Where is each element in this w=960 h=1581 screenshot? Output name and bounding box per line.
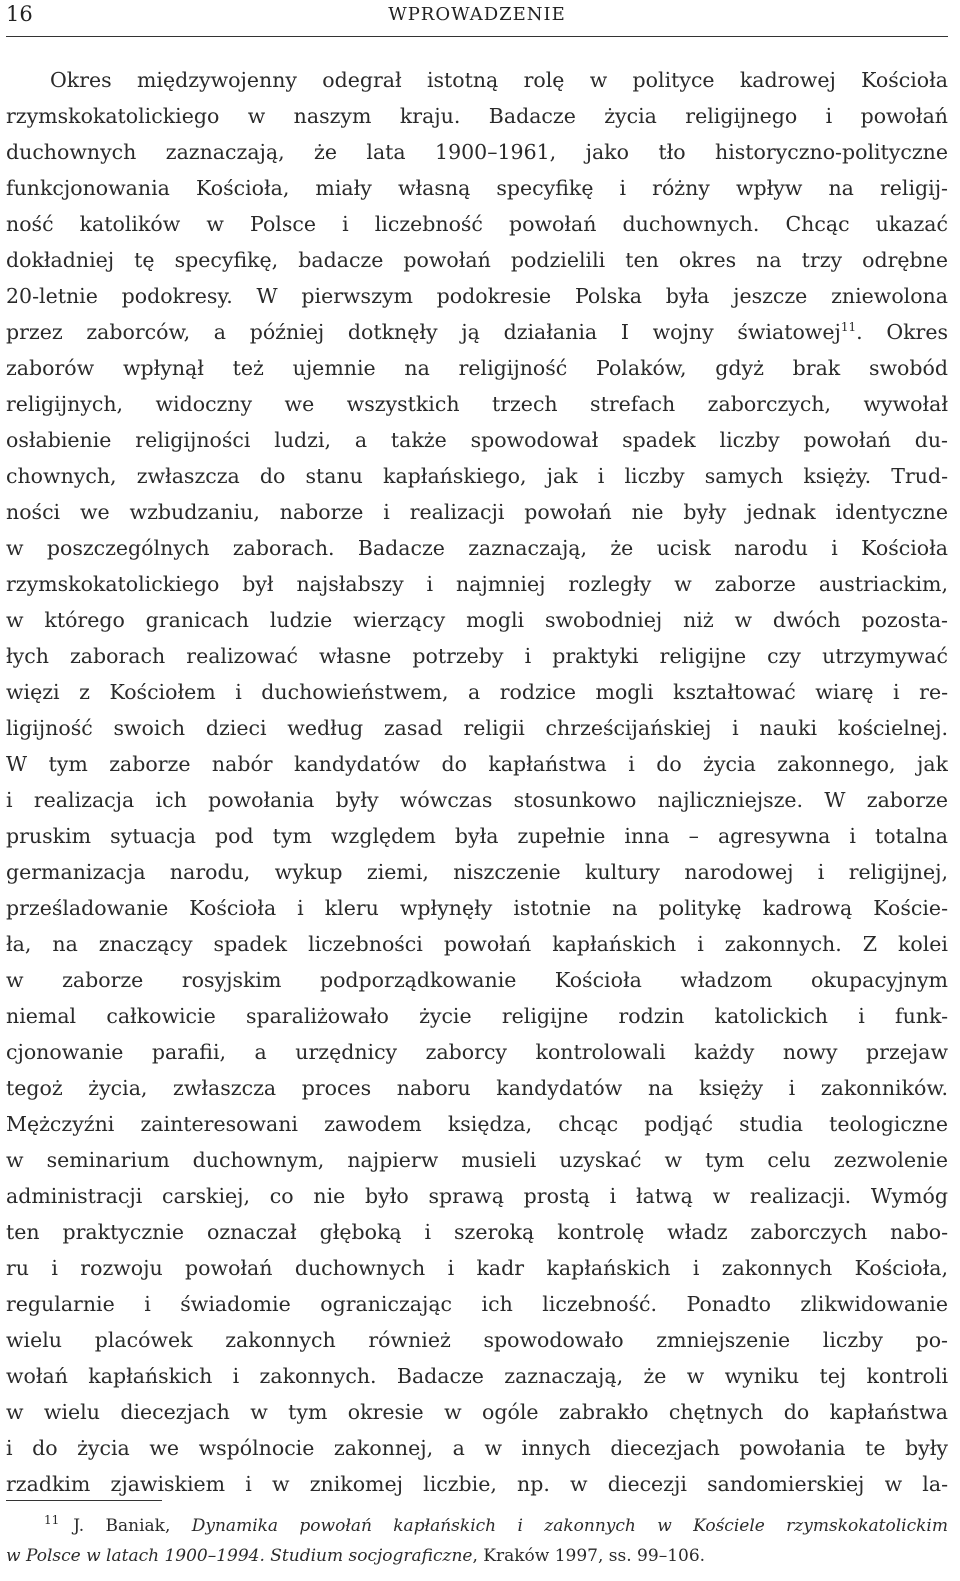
text-line: niemal całkowicie sparaliżowało życie religijne rodzin katolickich i funk- bbox=[6, 1004, 948, 1028]
text-line: religijnych, widoczny we wszystkich trzech strefach zaborczych, wywołał bbox=[6, 392, 948, 416]
footnote-author: J. Baniak, bbox=[73, 1516, 171, 1536]
text-line: w poszczególnych zaborach. Badacze zaznaczają, że ucisk narodu i Kościoła bbox=[6, 536, 948, 560]
text-line: rzymskokatolickiego był najsłabszy i najmniej rozległy w zaborze austriackim, bbox=[6, 572, 948, 596]
text-line: pruskim sytuacja pod tym względem była zupełnie inna – agresywna i totalna bbox=[6, 824, 948, 848]
text-line: tegoż życia, zwłaszcza proces naboru kandydatów na księży i zakonników. bbox=[6, 1076, 948, 1100]
footnote-title: Dynamika powołań kapłańskich i zakonnych w Kościele rzymskokatolickim bbox=[191, 1516, 948, 1536]
footnote-publication: , Kraków 1997, ss. 99–106. bbox=[472, 1546, 706, 1566]
footnote-number: 11 bbox=[44, 1513, 60, 1528]
text-line: w którego granicach ludzie wierzący mogli swobodniej niż w dwóch pozosta- bbox=[6, 608, 948, 632]
text-line: ności we wzbudzaniu, naborze i realizacji powołań nie były jednak identyczne bbox=[6, 500, 948, 524]
text-fragment: przez zaborców, a później dotknęły ją działania I wojny światowej bbox=[6, 320, 841, 344]
text-line: Okres międzywojenny odegrał istotną rolę w polityce kadrowej Kościoła bbox=[50, 68, 948, 92]
text-line: regularnie i świadomie ograniczając ich liczebność. Ponadto zlikwidowanie bbox=[6, 1292, 948, 1316]
text-line: dokładniej tę specyfikę, badacze powołań podzielili ten okres na trzy odrębne bbox=[6, 248, 948, 272]
main-paragraph bbox=[6, 62, 948, 1502]
text-line: w zaborze rosyjskim podporządkowanie Kościoła władzom okupacyjnym bbox=[6, 968, 948, 992]
footnote-line bbox=[6, 1511, 948, 1541]
text-line: cjonowanie parafii, a urzędnicy zaborcy kontrolowali każdy nowy przejaw bbox=[6, 1040, 948, 1064]
text-line: więzi z Kościołem i duchowieństwem, a rodzice mogli kształtować wiarę i re- bbox=[6, 680, 948, 704]
footnote-reference[interactable]: 11 bbox=[840, 320, 857, 335]
text-line: wielu placówek zakonnych również spowodowało zmniejszenie liczby po- bbox=[6, 1328, 948, 1352]
text-line: duchownych zaznaczają, że lata 1900–1961, jako tło historyczno-polityczne bbox=[6, 140, 948, 164]
text-line: wołań kapłańskich i zakonnych. Badacze zaznaczają, że w wyniku tej kontroli bbox=[6, 1364, 948, 1388]
text-line: Mężczyźni zainteresowani zawodem księdza, chcąc podjąć studia teologiczne bbox=[6, 1112, 948, 1136]
text-line: rzymskokatolickiego w naszym kraju. Badacze życia religijnego i powołań bbox=[6, 104, 948, 128]
text-line: ność katolików w Polsce i liczebność powołań duchownych. Chcąc ukazać bbox=[6, 212, 948, 236]
text-line: zaborów wpłynął też ujemnie na religijność Polaków, gdyż brak swobód bbox=[6, 356, 948, 380]
running-head-title: WPROWADZENIE bbox=[388, 4, 566, 25]
footnote-line bbox=[6, 1541, 948, 1571]
text-line: osłabienie religijności ludzi, a także spowodował spadek liczby powołań du- bbox=[6, 428, 948, 452]
running-header bbox=[6, 0, 948, 37]
footnote bbox=[6, 1511, 948, 1571]
text-line: ła, na znaczący spadek liczebności powołań kapłańskich i zakonnych. Z kolei bbox=[6, 932, 948, 956]
text-line: funkcjonowania Kościoła, miały własną specyfikę i różny wpływ na religij- bbox=[6, 176, 948, 200]
text-line: rzadkim zjawiskiem i w znikomej liczbie, np. w diecezji sandomierskiej w la- bbox=[6, 1472, 948, 1496]
text-line: ligijność swoich dzieci według zasad religii chrześcijańskiej i nauki kościelnej. bbox=[6, 716, 948, 740]
footnote-title: w Polsce w latach 1900–1994. Studium socjograficzne bbox=[6, 1546, 473, 1566]
text-line: w seminarium duchownym, najpierw musieli uzyskać w tym celu zezwolenie bbox=[6, 1148, 948, 1172]
text-line: chownych, zwłaszcza do stanu kapłańskiego, jak i liczby samych księży. Trud- bbox=[6, 464, 948, 488]
page-number: 16 bbox=[6, 2, 33, 26]
text-line: i realizacja ich powołania były wówczas stosunkowo najliczniejsze. W zaborze bbox=[6, 788, 948, 812]
text-line: w wielu diecezjach w tym okresie w ogóle zabrakło chętnych do kapłaństwa bbox=[6, 1400, 948, 1424]
text-line: 20-letnie podokresy. W pierwszym podokresie Polska była jeszcze zniewolona bbox=[6, 284, 948, 308]
text-line: i do życia we wspólnocie zakonnej, a w innych diecezjach powołania te były bbox=[6, 1436, 948, 1460]
text-line: germanizacja narodu, wykup ziemi, niszczenie kultury narodowej i religijnej, bbox=[6, 860, 948, 884]
text-line: ru i rozwoju powołań duchownych i kadr kapłańskich i zakonnych Kościoła, bbox=[6, 1256, 948, 1280]
text-line: W tym zaborze nabór kandydatów do kapłaństwa i do życia zakonnego, jak bbox=[6, 752, 948, 776]
footnote-separator bbox=[6, 1500, 162, 1501]
text-line: ten praktycznie oznaczał głęboką i szeroką kontrolę władz zaborczych nabo- bbox=[6, 1220, 948, 1244]
text-line-with-footnote bbox=[6, 314, 948, 350]
text-line: administracji carskiej, co nie było sprawą prostą i łatwą w realizacji. Wymóg bbox=[6, 1184, 948, 1208]
text-line: prześladowanie Kościoła i kleru wpłynęły istotnie na politykę kadrową Koście- bbox=[6, 896, 948, 920]
text-fragment: . Okres bbox=[856, 320, 948, 344]
text-line: łych zaborach realizować własne potrzeby i praktyki religijne czy utrzymywać bbox=[6, 644, 948, 668]
